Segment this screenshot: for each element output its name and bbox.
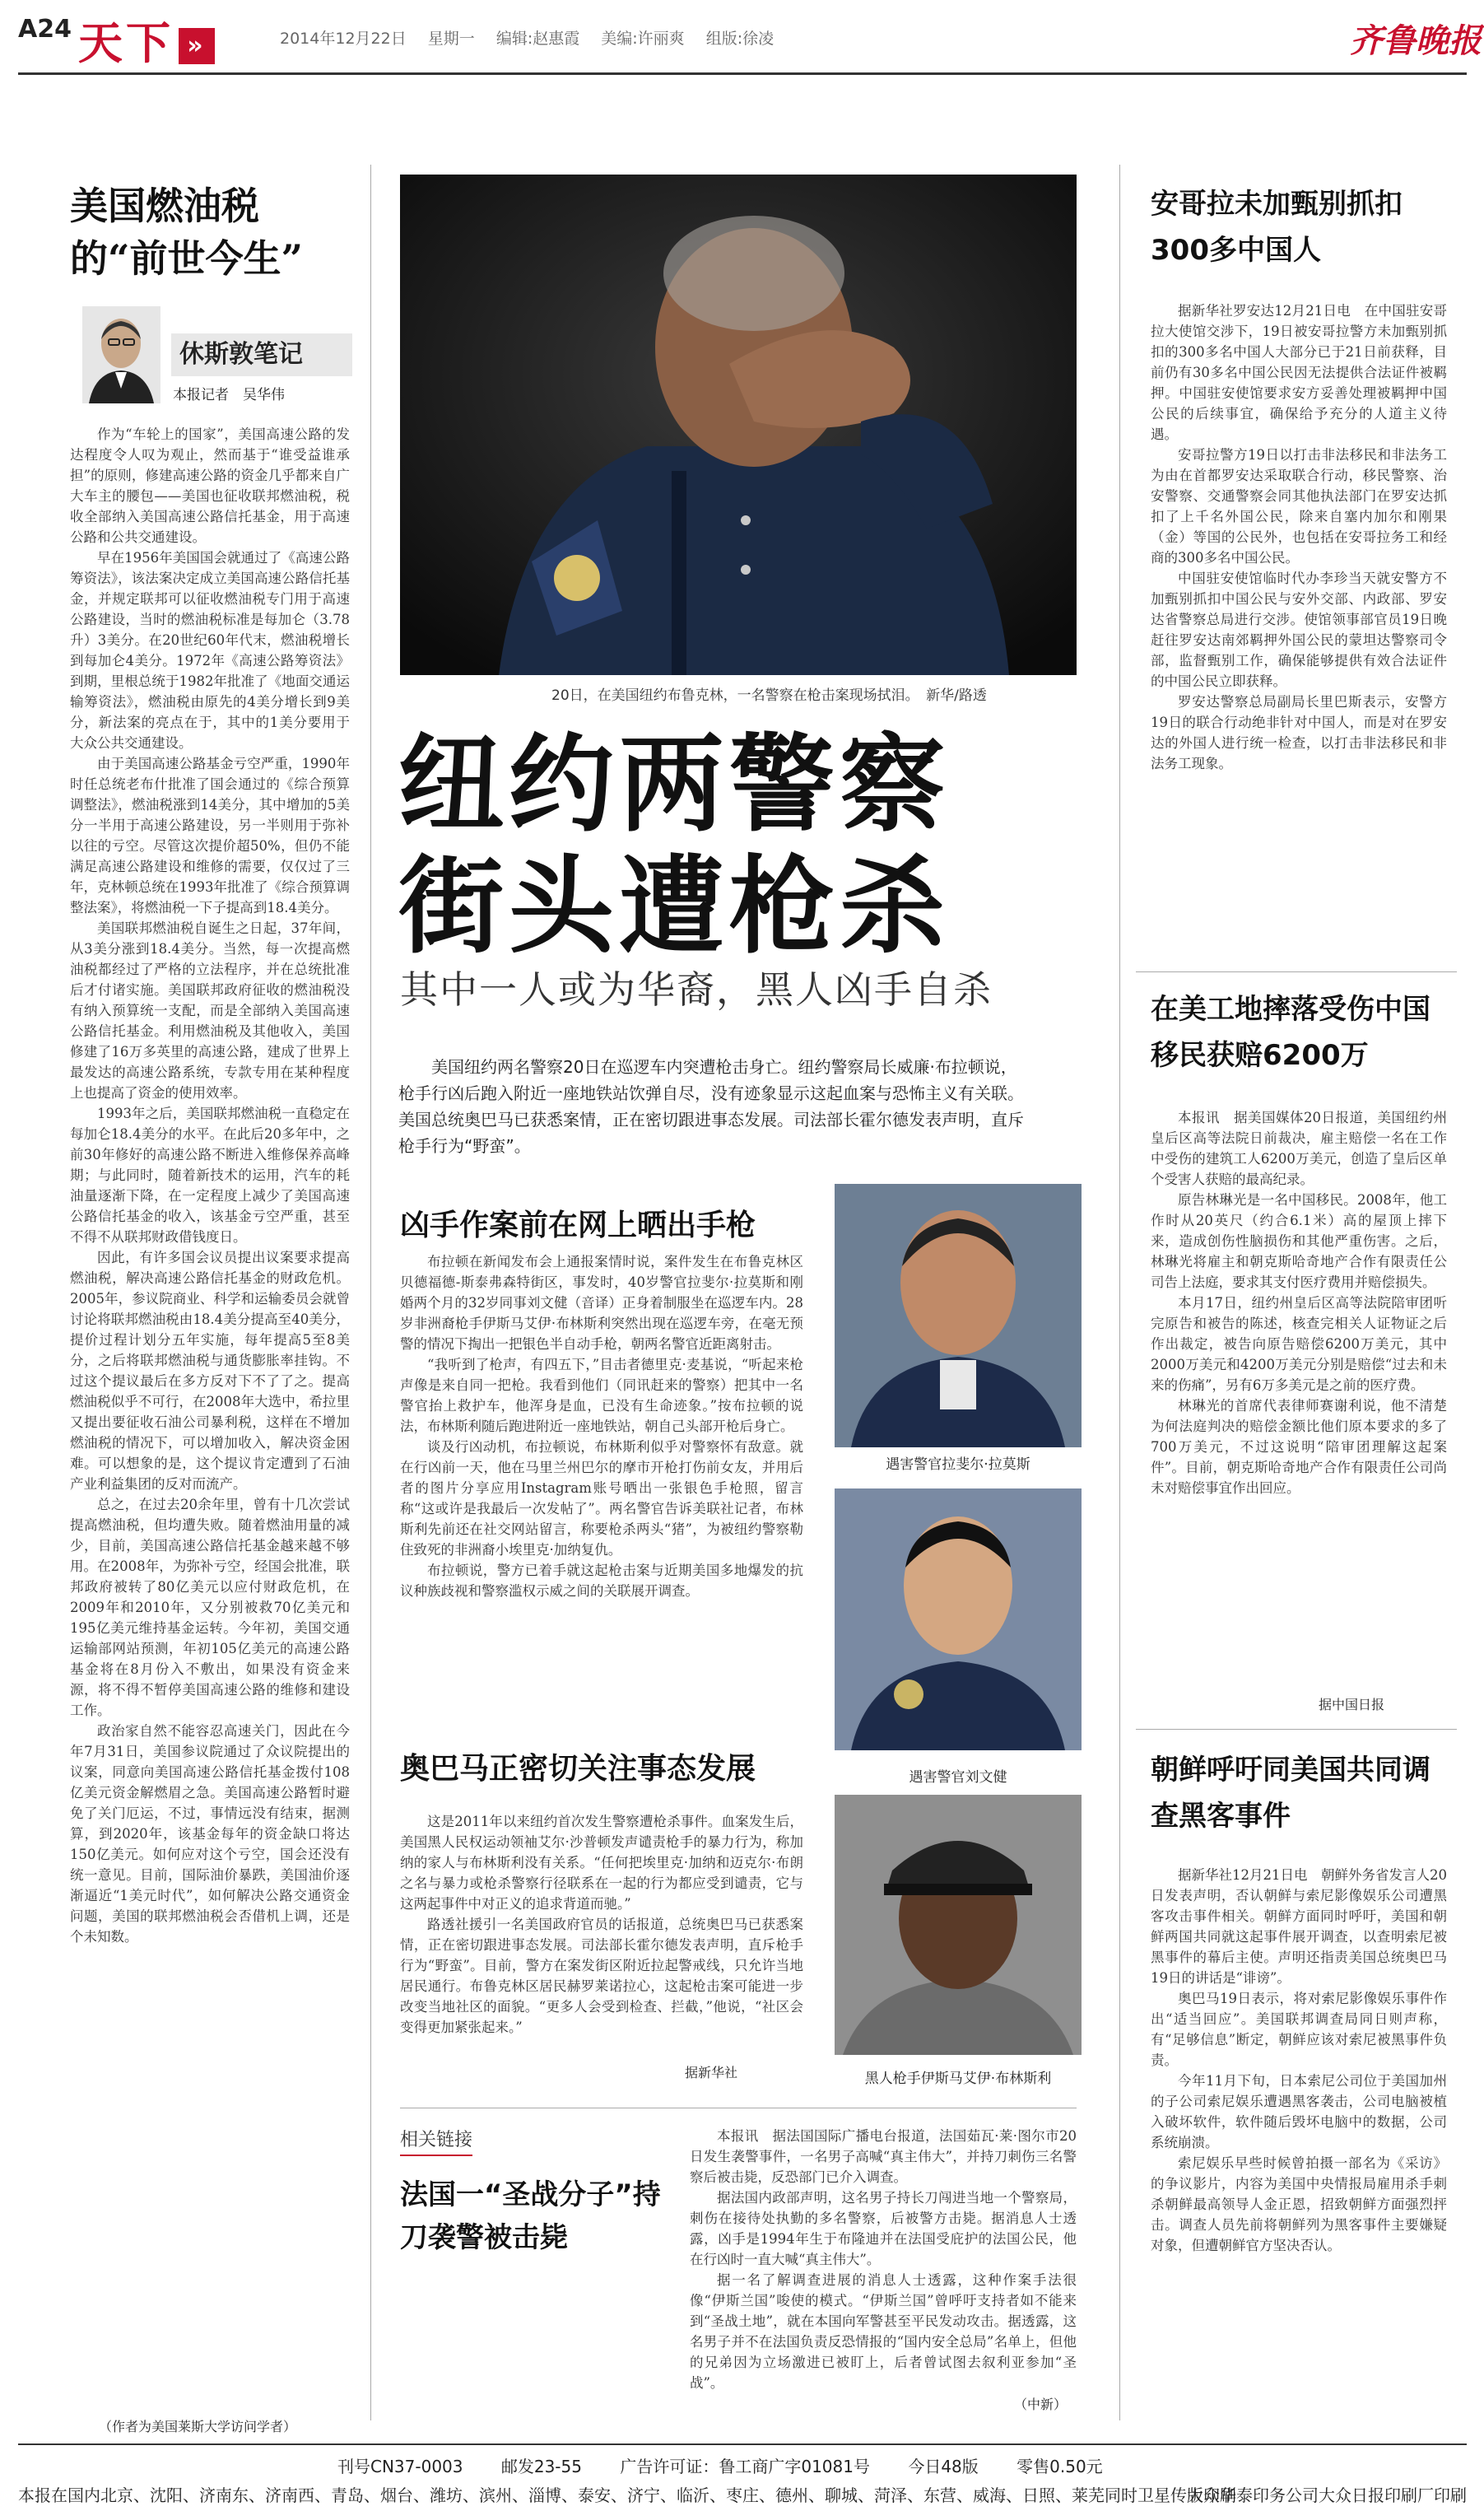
paragraph: 政治家自然不能容忍高速关门，因此在今年7月31日，美国参议院通过了众议院提出的议案，同意向美国高速公路信托基金拨付108亿美元资金解燃眉之急。美国高速公路暂时避免了关门厄运，不过，事情远没有结束，据测算，到2020年，该基金每年的资金缺口将达150亿美元。如何应对这个亏空，国会还没有统一意见。目前，国际油价暴跌，美国油价逐渐逼近“1美元时代”，如何解决公路交通资金问题，美国的联邦燃油税会否借机上调，还是个未知数。 [70, 1723, 350, 1945]
header-date: 2014年12月22日 [280, 30, 407, 48]
footer-rule [18, 2443, 1467, 2445]
header-meta [280, 26, 790, 49]
footer-print-sites: 本报在国内北京、沈阳、济南东、济南西、青岛、烟台、潍坊、滨州、淄博、泰安、济宁、临沂、枣庄、德州、聊城、菏泽、东营、威海、日照、莱芜同时卫星传版印刷 [18, 2485, 1236, 2505]
column-divider [1119, 165, 1120, 2420]
sub-headline: 其中一人或为华裔，黑人凶手自杀 [400, 967, 993, 1012]
right-headline-2: 在美工地摔落受伤中国移民获赔6200万 [1151, 993, 1431, 1072]
newspaper-logo: 齐鲁晚报 [1350, 21, 1482, 60]
headline-line: 纽约两警察 [398, 724, 951, 846]
paragraph: 总之，在过去20余年里，曾有十几次尝试提高燃油税，但均遭失败。随着燃油用量的减少，目前，美国高速公路信托基金越来越不够用。在2008年，为弥补亏空，经国会批准，联邦政府被转了80亿美元以应付财政危机，在2009年和2010年，又分别被救70亿美元和195亿美元维持基金运转。今年初，美国交通运输部网站预测，年初105亿美元的高速公路基金将在8月份入不敷出，如果没有资金来源，将不得不暂停美国高速公路的维修和建设工作。 [70, 1497, 350, 1718]
subhead: 奥巴马正密切关注事态发展 [400, 1752, 756, 1786]
paragraph: 本报讯 据法国国际广播电台报道，法国茹瓦·莱·图尔市20日发生袭警事件，一名男子高喊“真主伟大”，并持刀刺伤三名警察后被击毙，反恐部门已介入调查。 [690, 2128, 1077, 2185]
footer-item: 今日48版 [908, 2457, 979, 2476]
paragraph: 本月17日，纽约州皇后区高等法院陪审团听完原告和被告的陈述，核查完相关人证物证之后作出裁定，被告向原告赔偿6200万美元，其中2000万美元和4200万美元分别是赔偿“过去和未来的伤痛”，另有6万多美元是之前的医疗费。 [1151, 1295, 1447, 1393]
paragraph: 据新华社12月21日电 朝鲜外务省发言人20日发表声明，否认朝鲜与索尼影像娱乐公司遭黑客攻击事件相关。朝鲜方面同时呼吁，美国和朝鲜两国共同就这起事件展开调查，以查明索尼被黑事件的幕后主使。声明还指责美国总统奥巴马19日的讲话是“诽谤”。 [1151, 1867, 1447, 1986]
paragraph: 由于美国高速公路基金亏空严重，1990年时任总统老布什批准了国会通过的《综合预算调整法》，燃油税涨到14美分，其中增加的5美分一半用于高速公路建设，另一半则用于弥补以往的亏空。尽管这次提价超50%，但仍不能满足高速公路建设和维修的需要，仅仅过了三年，克林顿总统在1993年批准了《综合预算调整法案》，将燃油税一下子提高到18.4美分。 [70, 756, 350, 915]
footer-item: 刊号CN37-0003 [337, 2457, 463, 2476]
paragraph: 安哥拉警方19日以打击非法移民和非法务工为由在首都罗安达采取联合行动，移民警察、治安警察、交通警察会同其他执法部门在罗安达抓扣了上千名外国公民，除来自塞内加尔和刚果（金）等国的公民外，也包括在安哥拉务工和经商的300多名中国公民。 [1151, 447, 1447, 566]
paragraph: 这是2011年以来纽约首次发生警察遭枪杀事件。血案发生后，美国黑人民权运动领袖艾尔·沙普顿发声谴责枪手的暴力行为，称加纳的家人与布林斯利没有关系。“任何把埃里克·加纳和迈克尔·布朗之名与暴力或枪杀警察行径联系在一起的行为都应受到谴责，它与这两起事件中对正义的追求背道而驰。” [400, 1814, 803, 1912]
footer-item: 广告许可证：鲁工商广字01081号 [620, 2457, 870, 2476]
paragraph: 1993年之后，美国联邦燃油税一直稳定在每加仑18.4美分的水平。在此后20多年中，之前30年修好的高速公路不断进入维修保养高峰期；与此同时，随着新技术的运用，汽车的耗油量逐渐下降，在一定程度上减少了美国高速公路信托基金的收入，该基金亏空严重，甚至不得不从联邦财政借钱度日。 [70, 1106, 350, 1245]
portrait-caption: 遇害警官刘文健 [909, 1769, 1007, 1786]
portrait-photo [835, 1795, 1082, 2055]
paragraph: 中国驻安使馆临时代办李珍当天就安警方不加甄别抓扣中国公民与安外交部、内政部、罗安达省警察总局进行交涉。使馆领事部官员19日晚赶往罗安达南郊羁押外国公民的蒙坦达警察司令部，监督甄别工作，确保能够提供有效合法证件的中国公民立即获释。 [1151, 571, 1447, 689]
right-headline-1: 安哥拉未加甄别抓扣300多中国人 [1151, 188, 1403, 267]
source-credit: 据中国日报 [1319, 1697, 1385, 1712]
paragraph: 布拉顿说，警方已着手就这起枪击案与近期美国多地爆发的抗议种族歧视和警察滥权示威之间的关联展开调查。 [400, 1563, 803, 1599]
left-article-body [70, 424, 350, 2400]
paragraph: 罗安达警察总局副局长里巴斯表示，安警方19日的联合行动绝非针对中国人，而是对在罗安达的外国人进行统一检查，以打击非法移民和非法务工现象。 [1151, 694, 1447, 771]
lead-paragraph [398, 1054, 1024, 1159]
related-body [690, 2126, 1077, 2422]
paragraph: “我听到了枪声，有四五下，”目击者德里克·麦基说，“听起来枪声像是来自同一把枪。我看到他们（同讯赶来的警察）把其中一名警官抬上救护车，他浑身是血，已没有生命迹象。”按布拉顿的说法，布林斯利随后跑进附近一座地铁站，朝自己头部开枪后身亡。 [400, 1357, 803, 1434]
footer-publication-info [337, 2453, 1136, 2477]
paragraph: 据新华社罗安达12月21日电 在中国驻安哥拉大使馆交涉下，19日被安哥拉警方未加甄别抓扣的300多名中国人大部分已于21日前获释，目前仍有30多名中国公民因无法提供合法证件被羁押。中国驻安使馆要求安方妥善处理被羁押中国公民的后续事宜，确保给予充分的人道主义待遇。 [1151, 303, 1447, 442]
footer-item: 零售0.50元 [1016, 2457, 1103, 2476]
main-headline [398, 724, 1090, 968]
footer-item: 邮发23-55 [500, 2457, 582, 2476]
right-body-1 [1151, 300, 1447, 959]
portrait-photo [835, 1184, 1082, 1472]
section-title [78, 8, 243, 69]
main-news-photo [400, 175, 1077, 675]
paragraph: 今年11月下旬，日本索尼公司位于美国加州的子公司索尼娱乐遭遇黑客袭击，公司电脑被植入破坏软件，软件随后毁坏电脑中的数据，公司系统崩溃。 [1151, 2073, 1447, 2150]
portrait-caption: 黑人枪手伊斯马艾伊·布林斯利 [864, 2071, 1052, 2087]
section-label: 天下 [78, 17, 174, 69]
subhead: 凶手作案前在网上晒出手枪 [400, 1209, 756, 1242]
section-divider [1136, 971, 1457, 972]
footer-printer: 大众华泰印务公司大众日报印刷厂印刷 [1187, 2485, 1467, 2505]
right-headline-3: 朝鲜呼吁同美国共同调查黑客事件 [1151, 1754, 1431, 1833]
center-body-2 [400, 1811, 803, 2083]
paragraph: 因此，有许多国会议员提出议案要求提高燃油税，解决高速公路信托基金的财政危机。2005年，参议院商业、科学和运输委员会就曾讨论将联邦燃油税由18.4美分提高至40美分，提价过程计划分五年实施，每年提高5至8美分，之后将联邦燃油税与通货膨胀率挂钩。不过这个提议最后在多方反对下不了了之。提高燃油税似乎不可行，在2008年大选中，希拉里又提出要征收石油公司暴利税，这样在不增加燃油税的情况下，可以增加收入，解决资金困难。可以想象的是，这个提议肯定遭到了石油产业利益集团的反对而流产。 [70, 1250, 350, 1492]
paragraph: 本报讯 据美国媒体20日报道，美国纽约州皇后区高等法院日前裁决，雇主赔偿一名在工作中受伤的建筑工人6200万美元，创造了皇后区单个受害人获赔的最高纪录。 [1151, 1110, 1447, 1187]
column-divider [370, 165, 371, 2420]
right-body-3 [1151, 1865, 1447, 2408]
paragraph: 原告林琳光是一名中国移民。2008年，他工作时从20英尺（约合6.1米）高的屋顶上摔下来，造成创伤性脑损伤和其他严重伤害。之后，林琳光将雇主和朝克斯哈奇地产合作有限责任公司告上法庭，要求其支付医疗费用并赔偿损失。 [1151, 1192, 1447, 1290]
source-credit: （中新） [1014, 2397, 1068, 2412]
author-byline: 本报记者 吴华伟 [173, 387, 285, 403]
author-avatar [82, 306, 160, 403]
related-link-tag: 相关链接 [400, 2126, 472, 2156]
paragraph: 谈及行凶动机，布拉顿说，布林斯利似乎对警察怀有敌意。就在行凶前一天，他在马里兰州巴尔的摩市开枪打伤前女友，并用后者的图片分享应用Instagram账号晒出一张银色手枪照，留言称“这或许是我最后一次发帖了”。两名警官告诉美联社记者，布林斯利先前还在社交网站留言，称要枪杀两头“猪”，为被纽约警察勒住致死的非洲裔小埃里克·加纳复仇。 [400, 1439, 803, 1558]
header-rule [18, 72, 1467, 75]
portrait-caption: 遇害警官拉斐尔·拉莫斯 [886, 1456, 1030, 1473]
paragraph: 路透社援引一名美国政府官员的话报道，总统奥巴马已获悉案情，正在密切跟进事态发展。司法部长霍尔德发表声明，直斥枪手行为“野蛮”。目前，警方在案发街区附近拉起警戒线，只允许当地居民通行。布鲁克林区居民赫罗莱诺拉心，这起枪击案可能进一步改变当地社区的面貌。“更多人会受到检查、拦截，”他说，“社区会变得更加紧张起来。” [400, 1917, 803, 2035]
portrait-photo [835, 1488, 1082, 1750]
paragraph: 林琳光的首席代表律师赛谢利说，他不清楚为何法庭判决的赔偿金额比他们原本要求的多了700万美元，不过这说明“陪审团理解这起案件”。目前，朝克斯哈奇地产合作有限责任公司尚未对赔偿事宜作出回应。 [1151, 1398, 1447, 1496]
related-headline: 法国一“圣战分子”持刀袭警被击毙 [400, 2178, 661, 2254]
paragraph: 奥巴马19日表示，将对索尼影像娱乐事件作出“适当回应”。美国联邦调查局同日则声称，有“足够信息”断定，朝鲜应该对索尼被黑事件负责。 [1151, 1991, 1447, 2068]
header-designer: 美编:许丽爽 [601, 30, 685, 48]
author-note: （作者为美国莱斯大学访问学者） [99, 2419, 297, 2434]
paragraph: 作为“车轮上的国家”，美国高速公路的发达程度令人叹为观止，然而基于“谁受益谁承担”的原则，修建高速公路的资金几乎都来自广大车主的腰包——美国也征收联邦燃油税，税收全部纳入美国高速公路信托基金，用于高速公路和公共交通建设。 [70, 426, 350, 545]
header-editor: 编辑:赵惠霞 [495, 30, 580, 48]
center-body-1 [400, 1251, 803, 1762]
left-article-title: 美国燃油税的“前世今生” [70, 184, 303, 281]
paragraph: 布拉顿在新闻发布会上通报案情时说，案件发生在布鲁克林区贝德福德-斯泰弗森特街区，事发时，40岁警官拉斐尔·拉莫斯和刚婚两个月的32岁同事刘文健（音译）正身着制服坐在巡逻车内。28岁非洲裔枪手伊斯马艾伊·布林斯利突然出现在巡逻车旁，在毫无预警的情况下掏出一把银色半自动手枪，朝两名警官近距离射击。 [400, 1254, 803, 1352]
double-chevron-icon: » [179, 28, 215, 64]
paragraph: 美国纽约两名警察20日在巡逻车内突遭枪击身亡。纽约警察局长威廉·布拉顿说，枪手行凶后跑入附近一座地铁站饮弹自尽，没有迹象显示这起血案与恐怖主义有关联。美国总统奥巴马已获悉案情，正在密切跟进事态发展。司法部长霍尔德发表声明，直斥枪手行为“野蛮”。 [398, 1057, 1024, 1156]
paragraph: 早在1956年美国国会就通过了《高速公路筹资法》，该法案决定成立美国高速公路信托基金，并规定联邦可以征收燃油税专门用于高速公路建设，当时的燃油税标准是每加仑（3.78升）3美分。在20世纪60年代末，燃油税增长到每加仑4美分。1972年《高速公路筹资法》到期，里根总统于1982年批准了《地面交通运输筹资法》，燃油税由原先的4美分增长到9美分，新法案的亮点在于，其中的1美分要用于大众公共交通建设。 [70, 550, 350, 751]
page-number: A24 [18, 15, 72, 44]
right-body-2 [1151, 1107, 1447, 1717]
column-tag: 休斯敦笔记 [171, 333, 352, 376]
footer-printing-info [18, 2482, 1467, 2506]
header-weekday: 星期一 [427, 30, 475, 48]
headline-line: 街头遭枪杀 [398, 846, 951, 968]
section-divider [1136, 1729, 1457, 1730]
photo-caption: 20日，在美国纽约布鲁克林，一名警察在枪击案现场拭泪。 新华/路透 [551, 687, 987, 704]
source-credit: 据新华社 [685, 2065, 738, 2080]
paragraph: 据法国内政部声明，这名男子持长刀闯进当地一个警察局，刺伤在接待处执勤的多名警察，后被警方击毙。据消息人士透露，凶手是1994年生于布隆迪并在法国受庇护的法国公民，他在行凶时一直大喊“真主伟大”。 [690, 2190, 1077, 2267]
paragraph: 索尼娱乐早些时候曾拍摄一部名为《采访》的争议影片，内容为美国中央情报局雇用杀手刺杀朝鲜最高领导人金正恩，招致朝鲜方面强烈抨击。调查人员先前将朝鲜列为黑客事件主要嫌疑对象，但遭朝鲜官方坚决否认。 [1151, 2155, 1447, 2253]
header-layout: 组版:徐凌 [705, 30, 775, 48]
paragraph: 据一名了解调查进展的消息人士透露，这种作案手法很像“伊斯兰国”唆使的模式。“伊斯兰国”曾呼吁支持者如不能来到“圣战土地”，就在本国向军警甚至平民发动攻击。据透露，这名男子并不在法国负责反恐情报的“国内安全总局”名单上，但他的兄弟因为立场激进已被盯上，后者曾试图去叙利亚参加“圣战”。 [690, 2272, 1077, 2391]
paragraph: 美国联邦燃油税自诞生之日起，37年间，从3美分涨到18.4美分。当然，每一次提高燃油税都经过了严格的立法程序，并在总统批准后才付诸实施。美国联邦政府征收的燃油税没有纳入预算统一支配，而是全部纳入美国高速公路信托基金。利用燃油税及其他收入，美国修建了16万多英里的高速公路，建成了世界上最发达的高速公路系统，专款专用在某种程度上也提高了资金的使用效率。 [70, 920, 350, 1101]
